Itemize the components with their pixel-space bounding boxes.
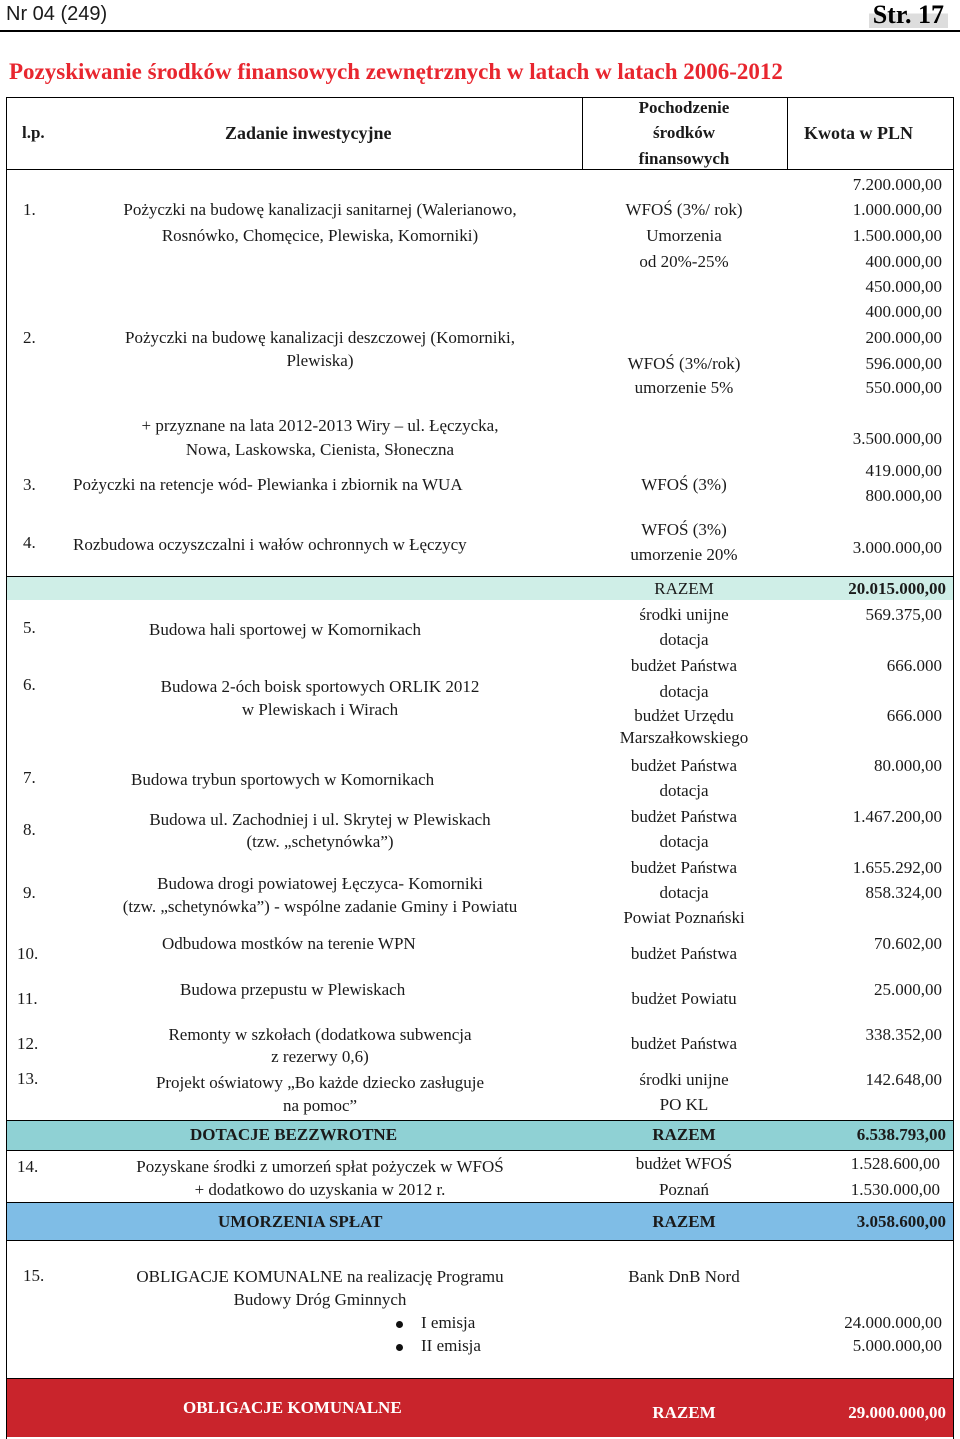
row14-source-2: Poznań bbox=[658, 1180, 710, 1199]
row8-amount: 1.467.200,00 bbox=[852, 807, 942, 826]
row11-lp: 11. bbox=[17, 989, 38, 1008]
row15-amount-1: 24.000.000,00 bbox=[844, 1313, 942, 1332]
section-divider-3 bbox=[6, 1150, 954, 1151]
table-border-top bbox=[6, 97, 954, 98]
table-border-left bbox=[6, 97, 7, 1439]
row8-task-1: Budowa ul. Zachodniej i ul. Skrytej w Plewiskach bbox=[149, 810, 491, 829]
row15-lp: 15. bbox=[23, 1266, 45, 1285]
row7-lp: 7. bbox=[23, 768, 36, 787]
col-header-source-1: Pochodzenie bbox=[638, 98, 730, 117]
col-header-task: Zadanie inwestycyjne bbox=[225, 123, 392, 143]
row4-amount: 3.000.000,00 bbox=[852, 538, 942, 557]
page-title: Pozyskiwanie środków finansowych zewnętrznych w latach w latach 2006-2012 bbox=[9, 59, 783, 84]
row15-source: Bank DnB Nord bbox=[628, 1267, 740, 1286]
sum1-amount: 20.015.000,00 bbox=[848, 579, 946, 598]
row6-lp: 6. bbox=[23, 675, 36, 694]
row5-task: Budowa hali sportowej w Komornikach bbox=[149, 620, 421, 639]
row7-source-1: budżet Państwa bbox=[630, 756, 738, 775]
col-divider-2 bbox=[787, 97, 788, 169]
row7-source-2: dotacja bbox=[659, 781, 709, 800]
row1-amount-2: 1.000.000,00 bbox=[852, 200, 942, 219]
section-divider-4 bbox=[6, 1202, 954, 1203]
row13-source-2: PO KL bbox=[659, 1095, 709, 1114]
row12-lp: 12. bbox=[17, 1034, 39, 1053]
row9-amount-2: 858.324,00 bbox=[865, 883, 942, 902]
row12-task-1: Remonty w szkołach (dodatkowa subwencja bbox=[168, 1025, 472, 1044]
row10-lp: 10. bbox=[17, 944, 39, 963]
row2b-task-1: + przyznane na lata 2012-2013 Wiry – ul. Łęczycka, bbox=[141, 416, 499, 435]
row6-source-1: budżet Państwa bbox=[630, 656, 738, 675]
row15-bullet-1 bbox=[396, 1314, 475, 1331]
row10-amount: 70.602,00 bbox=[874, 934, 942, 953]
row11-task: Budowa przepustu w Plewiskach bbox=[180, 980, 406, 999]
row6-source-3: budżet Urzędu bbox=[634, 706, 734, 725]
row11-amount: 25.000,00 bbox=[874, 980, 942, 999]
page-number: Str. 17 bbox=[869, 2, 948, 28]
section-divider-6 bbox=[6, 1378, 954, 1379]
row7-task: Budowa trybun sportowych w Komornikach bbox=[131, 770, 435, 789]
row4-source-1: WFOŚ (3%) bbox=[641, 520, 727, 539]
row6-amount-2: 666.000 bbox=[886, 706, 942, 725]
row4-lp: 4. bbox=[23, 533, 36, 552]
col-divider-1 bbox=[582, 97, 583, 169]
row13-amount: 142.648,00 bbox=[865, 1070, 942, 1089]
row2-source-2: umorzenie 5% bbox=[634, 378, 734, 397]
col-header-lp: l.p. bbox=[22, 123, 45, 142]
row3-amount-2: 800.000,00 bbox=[865, 486, 942, 505]
band-razem-1 bbox=[6, 576, 954, 600]
row14-amount-1: 1.528.600,00 bbox=[850, 1154, 940, 1173]
row15-bullet-text-2: II emisja bbox=[421, 1336, 481, 1355]
row14-amount-2: 1.530.000,00 bbox=[850, 1180, 940, 1199]
col-header-source-2: środków bbox=[652, 123, 716, 142]
row4-source-2: umorzenie 20% bbox=[630, 545, 738, 564]
sum3-amount: 3.058.600,00 bbox=[856, 1212, 946, 1231]
row12-source: budżet Państwa bbox=[630, 1034, 738, 1053]
row1-amount-1: 7.200.000,00 bbox=[852, 175, 942, 194]
row6-amount-1: 666.000 bbox=[886, 656, 942, 675]
row11-source: budżet Powiatu bbox=[631, 989, 737, 1008]
row9-lp: 9. bbox=[23, 883, 36, 902]
row8-source-2: dotacja bbox=[659, 832, 709, 851]
row6-task-1: Budowa 2-óch boisk sportowych ORLIK 2012 bbox=[160, 677, 480, 696]
row9-source-2: dotacja bbox=[659, 883, 709, 902]
sum2-amount: 6.538.793,00 bbox=[856, 1125, 946, 1144]
bullet-icon bbox=[396, 1344, 403, 1351]
row2-amount-2: 596.000,00 bbox=[865, 354, 942, 373]
row15-bullet-2 bbox=[396, 1337, 481, 1354]
row1-amount-4: 400.000,00 bbox=[865, 252, 942, 271]
section-divider-5 bbox=[6, 1240, 954, 1241]
sum2-label: DOTACJE BEZZWROTNE bbox=[190, 1125, 398, 1144]
row2b-task-2: Nowa, Laskowska, Cienista, Słoneczna bbox=[185, 440, 455, 459]
row14-task-1: Pozyskane środki z umorzeń spłat pożyczek w WFOŚ bbox=[136, 1157, 504, 1176]
header-row-divider bbox=[6, 169, 954, 170]
row2-task-2: Plewiska) bbox=[286, 351, 354, 370]
issue-number: Nr 04 (249) bbox=[6, 3, 108, 25]
row15-task-1: OBLIGACJE KOMUNALNE na realizację Programu bbox=[136, 1267, 504, 1286]
row12-amount: 338.352,00 bbox=[865, 1025, 942, 1044]
row3-lp: 3. bbox=[23, 475, 36, 494]
row2-task-1: Pożyczki na budowę kanalizacji deszczowej (Komorniki, bbox=[125, 328, 515, 347]
row1-task-1: Pożyczki na budowę kanalizacji sanitarnej (Walerianowo, bbox=[123, 200, 517, 219]
row6-source-4: Marszałkowskiego bbox=[619, 728, 749, 747]
bullet-icon bbox=[396, 1321, 403, 1328]
row9-amount-1: 1.655.292,00 bbox=[852, 858, 942, 877]
sum4-razem: RAZEM bbox=[652, 1403, 716, 1422]
sum4-label: OBLIGACJE KOMUNALNE bbox=[183, 1398, 402, 1417]
row13-task-1: Projekt oświatowy „Bo każde dziecko zasługuje bbox=[155, 1073, 485, 1092]
row6-task-2: w Plewiskach i Wirach bbox=[241, 700, 399, 719]
row13-lp: 13. bbox=[17, 1069, 39, 1088]
row5-source-1: środki unijne bbox=[639, 605, 729, 624]
sum4-amount: 29.000.000,00 bbox=[848, 1403, 946, 1422]
row10-task: Odbudowa mostków na terenie WPN bbox=[162, 934, 416, 953]
sum3-label: UMORZENIA SPŁAT bbox=[218, 1212, 383, 1231]
row9-task-1: Budowa drogi powiatowej Łęczyca- Komorniki bbox=[157, 874, 483, 893]
row3-task: Pożyczki na retencje wód- Plewianka i zbiornik na WUA bbox=[73, 475, 463, 494]
row2-amount-3: 550.000,00 bbox=[865, 378, 942, 397]
row1-amount-3: 1.500.000,00 bbox=[852, 226, 942, 245]
sum2-razem: RAZEM bbox=[652, 1125, 716, 1144]
row2-source-1: WFOŚ (3%/rok) bbox=[627, 354, 741, 373]
section-divider-1 bbox=[6, 576, 954, 577]
row2-lp: 2. bbox=[23, 328, 36, 347]
row14-lp: 14. bbox=[17, 1157, 39, 1176]
row15-bullet-text-1: I emisja bbox=[421, 1313, 476, 1332]
row9-source-3: Powiat Poznański bbox=[623, 908, 745, 927]
sum3-razem: RAZEM bbox=[652, 1212, 716, 1231]
band-umorzenia bbox=[6, 1202, 954, 1240]
row1-source-1: WFOŚ (3%/ rok) bbox=[625, 200, 743, 219]
row1-amount-5: 450.000,00 bbox=[865, 277, 942, 296]
row6-source-2: dotacja bbox=[659, 682, 709, 701]
row13-task-2: na pomoc” bbox=[282, 1096, 358, 1115]
row5-lp: 5. bbox=[23, 618, 36, 637]
row1-amount-6: 400.000,00 bbox=[865, 302, 942, 321]
row1-task-2: Rosnówko, Chomęcice, Plewiska, Komorniki) bbox=[161, 226, 479, 245]
row3-amount-1: 419.000,00 bbox=[865, 461, 942, 480]
table-border-right bbox=[953, 97, 954, 1439]
row13-source-1: środki unijne bbox=[639, 1070, 729, 1089]
row1-lp: 1. bbox=[23, 200, 36, 219]
row9-task-2: (tzw. „schetynówka”) - wspólne zadanie Gminy i Powiatu bbox=[122, 897, 518, 916]
sum1-label: RAZEM bbox=[654, 579, 714, 598]
row10-source: budżet Państwa bbox=[630, 944, 738, 963]
row2-amount-1: 200.000,00 bbox=[865, 328, 942, 347]
row1-source-2: Umorzenia bbox=[646, 226, 722, 245]
row5-source-2: dotacja bbox=[659, 630, 709, 649]
header-rule bbox=[0, 30, 960, 32]
row5-amount: 569.375,00 bbox=[865, 605, 942, 624]
row15-task-2: Budowy Dróg Gminnych bbox=[233, 1290, 407, 1309]
row14-source-1: budżet WFOŚ bbox=[635, 1154, 733, 1173]
section-divider-2 bbox=[6, 1120, 954, 1121]
band-dotacje bbox=[6, 1120, 954, 1150]
row8-lp: 8. bbox=[23, 820, 36, 839]
row14-task-2: + dodatkowo do uzyskania w 2012 r. bbox=[194, 1180, 446, 1199]
row7-amount: 80.000,00 bbox=[874, 756, 942, 775]
row3-source: WFOŚ (3%) bbox=[641, 475, 727, 494]
band-obligacje bbox=[6, 1378, 954, 1437]
row1-source-3: od 20%-25% bbox=[639, 252, 729, 271]
row8-task-2: (tzw. „schetynówka”) bbox=[246, 832, 394, 851]
row2b-amount: 3.500.000,00 bbox=[852, 429, 942, 448]
row4-task: Rozbudowa oczyszczalni i wałów ochronnych w Łęczycy bbox=[73, 535, 467, 554]
col-header-source-3: finansowych bbox=[638, 149, 730, 168]
row8-source-1: budżet Państwa bbox=[630, 807, 738, 826]
col-header-amount: Kwota w PLN bbox=[804, 123, 913, 143]
row12-task-2: z rezerwy 0,6) bbox=[271, 1047, 369, 1066]
row9-source-1: budżet Państwa bbox=[630, 858, 738, 877]
row15-amount-2: 5.000.000,00 bbox=[852, 1336, 942, 1355]
